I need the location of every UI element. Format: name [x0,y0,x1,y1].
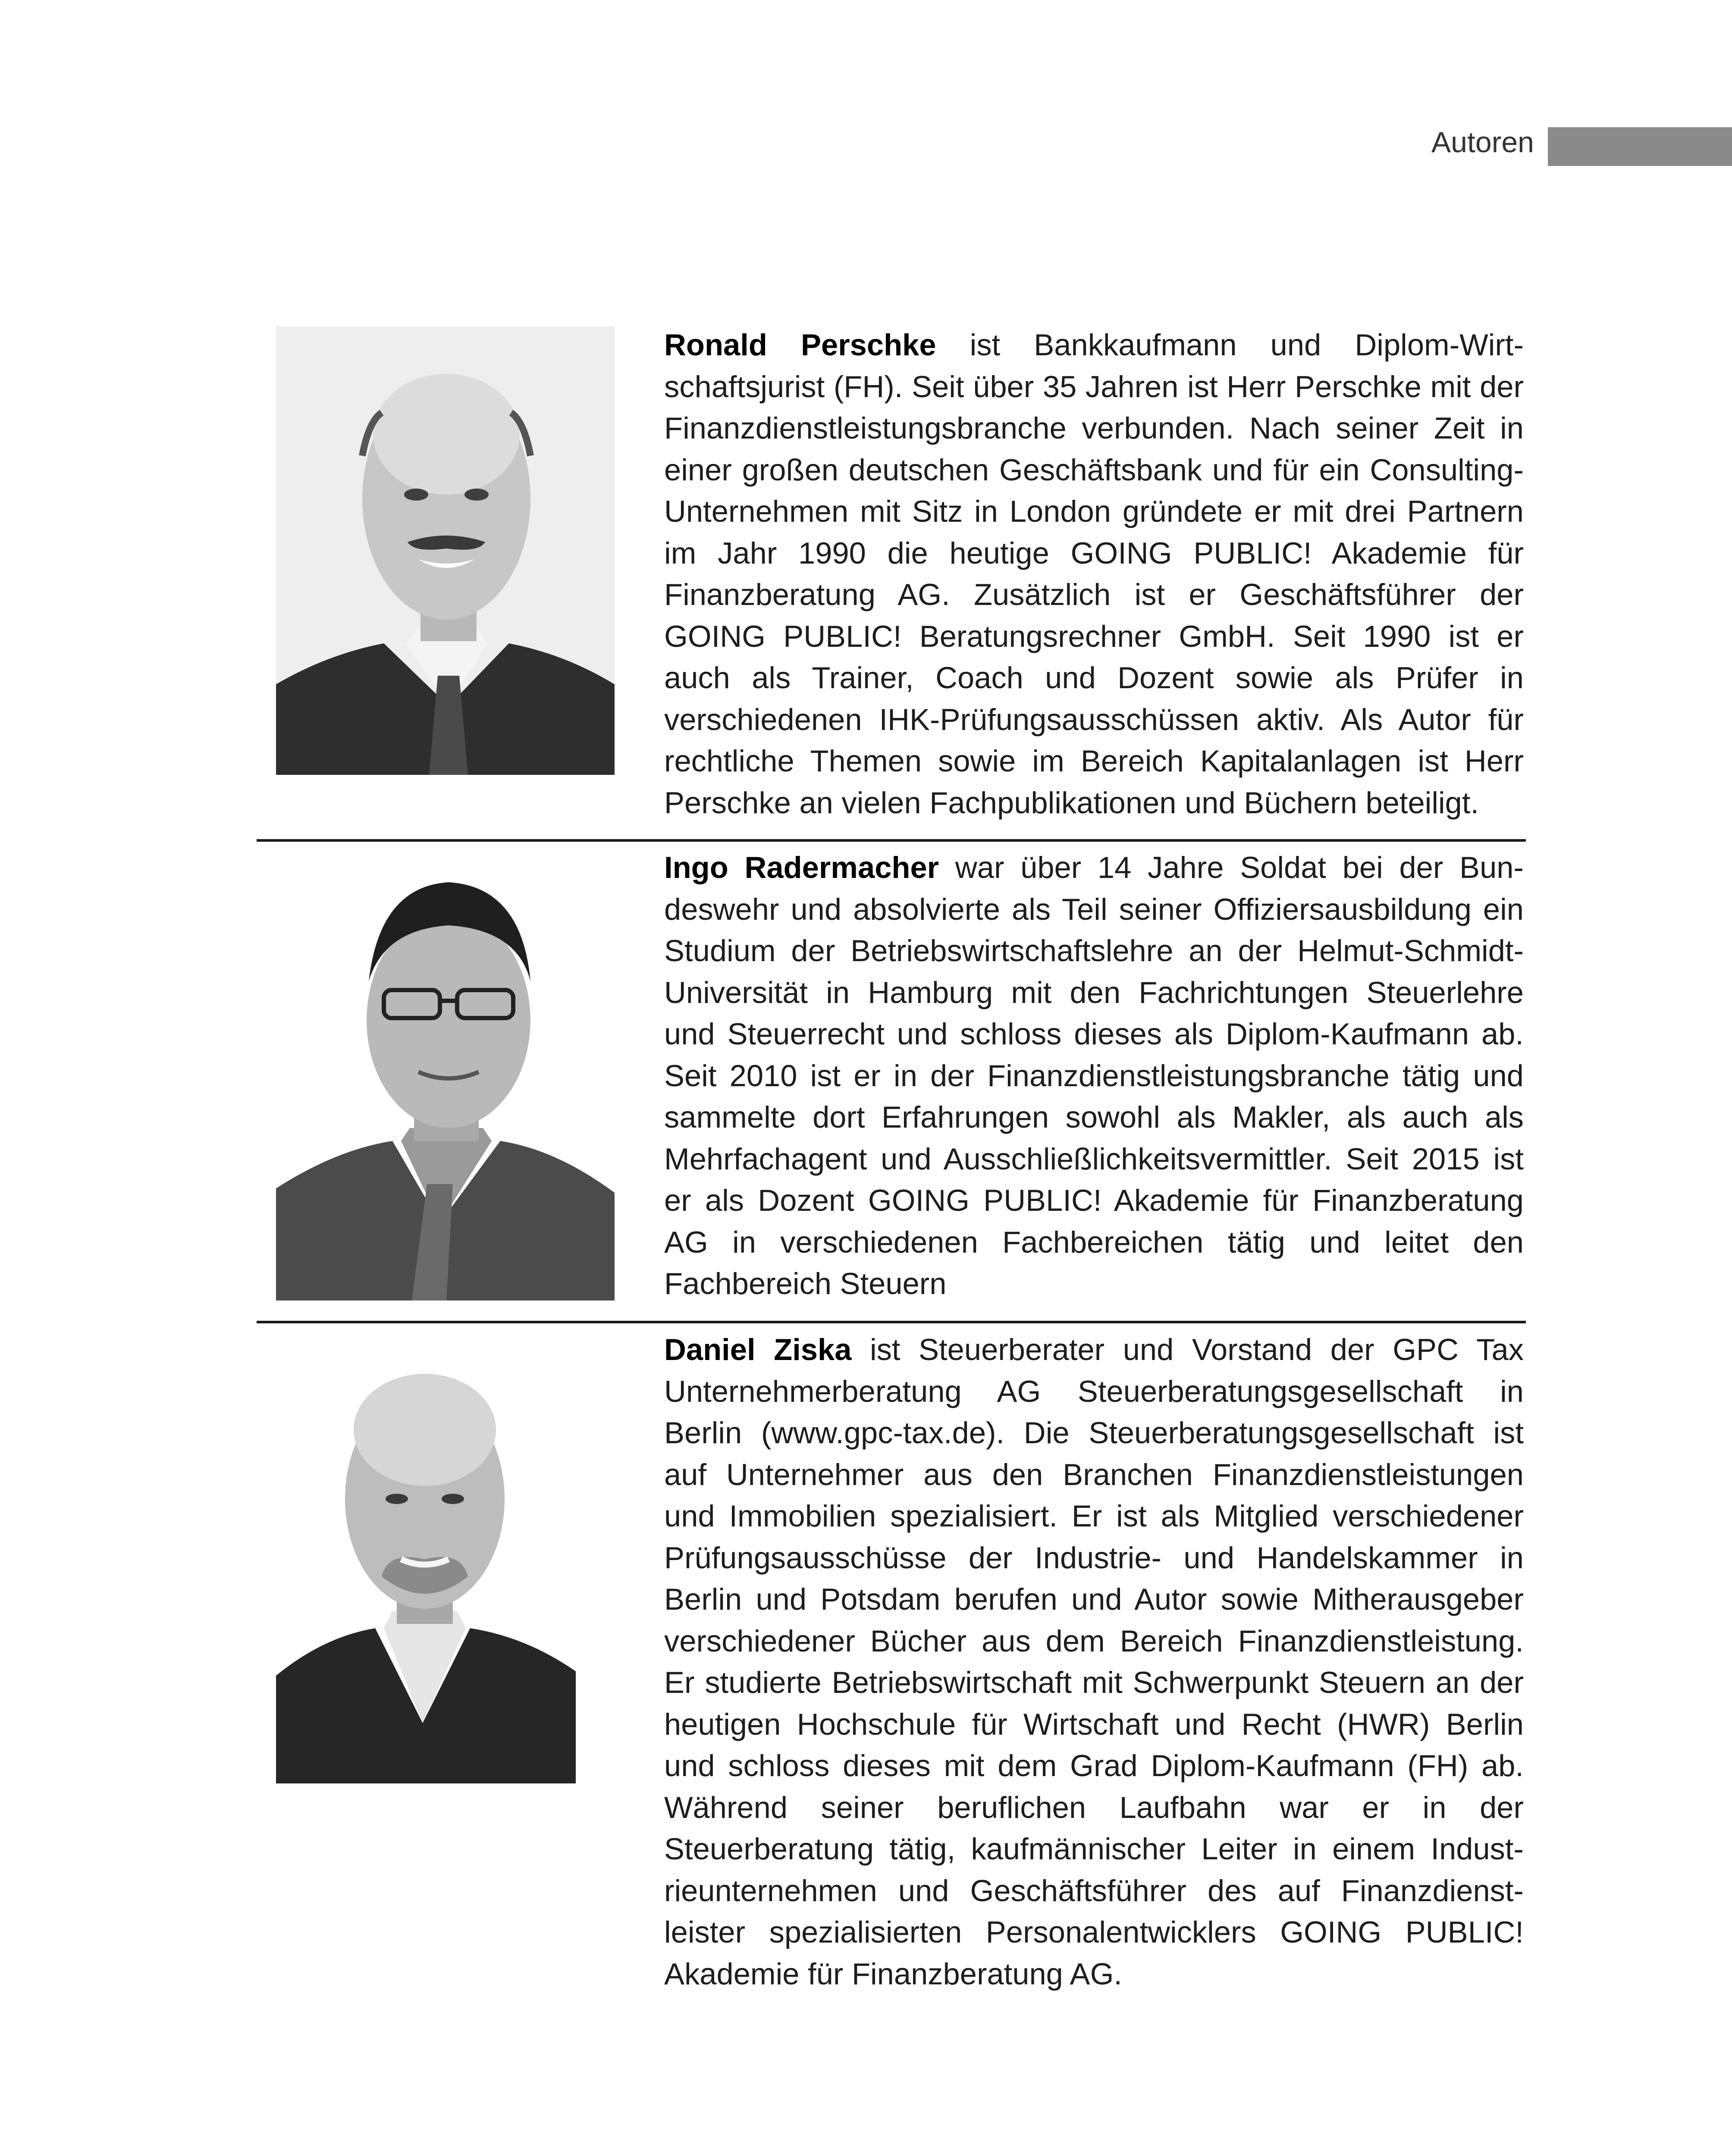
author-bio-perschke [664,324,1524,824]
header-accent-bar [1548,127,1732,166]
author-bio-text: war über 14 Jahre Soldat bei der Bundeswehr und absolvierte als Teil seiner Offiziersausbildung ein Studium der Betriebswirtschaftslehre an der Helmut-Schmidt-Universität in Hamburg mit den Fachrichtungen Steuerlehre und Steuerrecht und schloss dieses als Diplom-Kaufmann ab. Seit 2010 ist er in der Finanzdienstleistungsbranche tätig und sammelte dort Erfahrungen sowohl als Makler, als auch als Mehrfachagent und Ausschließlichkeitsvermittler. Seit 2015 ist er als Dozent GOING PUBLIC! Akademie für Finanzberatung AG in verschiedenen Fachbereichen tätig und leitet den Fachbereich Steuern [664,850,1524,1300]
author-bio-radermacher [664,847,1524,1305]
author-photo-perschke [276,326,615,775]
running-header-title: Autoren [1431,126,1534,159]
author-bio-text: ist Steuerberater und Vorstand der GPC Tax Unternehmerberatung AG Steuerberatungsgesellschaft in Berlin (www.gpc-tax.de). Die Steuerberatungsgesellschaft ist auf Unternehmer aus den Branchen Finanzdienstleistungen und Immobilien spezialisiert. Er ist als Mitglied verschiedener Prüfungsausschüsse der Industrie- und Handelskammer in Berlin und Potsdam berufen und Autor sowie Mitherausgeber verschiedener Bücher aus dem Bereich Finanzdienstleistung. Er studierte Betriebswirtschaft mit Schwerpunkt Steuern an der heutigen Hochschule für Wirtschaft und Recht (HWR) Berlin und schloss dieses mit dem Grad Diplom-Kaufmann (FH) ab. Während seiner beruflichen Laufbahn war er in der Steuerberatung tätig, kaufmännischer Leiter in einem Industrieunternehmen und Geschäftsführer des auf Finanzdienstleister spezialisierten Personalentwicklers GOING PUBLIC! Akademie für Finanzberatung AG. [664,1332,1524,1991]
author-photo-radermacher [276,852,615,1300]
author-name: Ronald Perschke [664,328,936,362]
section-divider [257,1321,1526,1323]
portrait-photo-icon [276,1335,576,1783]
author-photo-ziska [276,1335,576,1783]
author-name: Daniel Ziska [664,1332,852,1366]
author-bio-ziska [664,1329,1524,1995]
author-bio-text: ist Bankkaufmann und Diplom-Wirtschaftsjurist (FH). Seit über 35 Jahren ist Herr Perschke mit der Finanzdienstleistungsbranche verbunden. Nach seiner Zeit in einer großen deutschen Geschäftsbank und für ein Consulting-Unternehmen mit Sitz in London gründete er mit drei Partnern im Jahr 1990 die heutige GOING PUBLIC! Akademie für Finanzberatung AG. Zusätzlich ist er Geschäftsführer der GOING PUBLIC! Beratungsrechner GmbH. Seit 1990 ist er auch als Trainer, Coach und Dozent sowie als Prüfer in verschiedenen IHK-Prüfungsausschüssen aktiv. Als Autor für rechtliche Themen sowie im Bereich Kapitalanlagen ist Herr Perschke an vielen Fachpublikationen und Büchern beteiligt. [664,328,1524,820]
portrait-photo-icon [276,852,615,1300]
author-name: Ingo Radermacher [664,850,939,884]
portrait-photo-icon [276,326,615,775]
section-divider [257,839,1526,842]
